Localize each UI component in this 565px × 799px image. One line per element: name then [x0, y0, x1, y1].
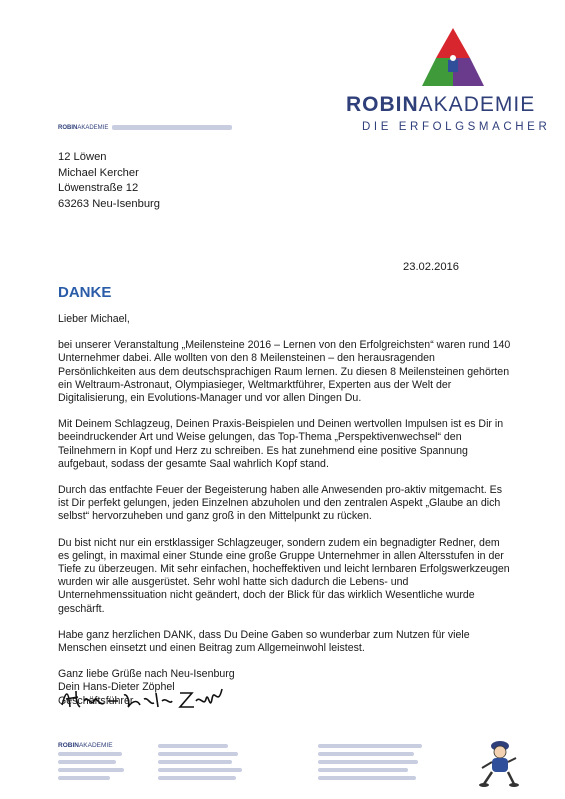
sender-address-redacted [112, 125, 232, 130]
sender-line [58, 125, 232, 131]
closing-1: Ganz liebe Grüße nach Neu-Isenburg [58, 668, 235, 681]
sender-light: AKADEMIE [77, 125, 109, 132]
footer-brand-bold: ROBIN [58, 742, 79, 749]
recipient-line-2: Michael Kercher [58, 166, 139, 179]
paragraph-2: Mit Deinem Schlagzeug, Deinen Praxis-Beispielen und Deinen wertvollen Impulsen ist es Dir in beeindruckender Art und Weise gelungen, das Top-Thema „Perspektivenwechsel“ den Teilnehmern in Kopf und Herz zu schreiben. Es hat zunehmend eine positive Spannung aufgebaut, sodass der gesamte Saal wahrlich Kopf stand. [58, 418, 504, 470]
letter-body [58, 313, 513, 708]
letter-date: 23.02.2016 [403, 261, 459, 273]
salutation: Lieber Michael, [58, 313, 130, 325]
handwritten-signature [58, 677, 228, 717]
paragraph-3: Durch das entfachte Feuer der Begeisterung haben alle Anwesenden pro-aktiv mitgemacht. Es ist Dir perfekt gelungen, jeden Einzelnen abzuholen und den zentralen Aspekt „Glaube an dich selbst“ hervorzuheben und ganz groß in den Mittelpunkt zu rücken. [58, 484, 503, 523]
footer-column-contact-redacted [158, 744, 248, 784]
brand-name-bold: ROBIN [346, 93, 419, 116]
footer-column-address-redacted [58, 752, 128, 784]
robin-akademie-logo-icon [420, 26, 486, 88]
closing-2: Dein Hans-Dieter Zöphel [58, 681, 175, 694]
sender-bold: ROBIN [58, 125, 78, 132]
footer-column-bank-redacted [318, 744, 428, 784]
recipient-line-4: 63263 Neu-Isenburg [58, 197, 161, 210]
brand-tagline: DIE ERFOLGSMACHER [362, 121, 551, 133]
recipient-address [58, 150, 160, 212]
recipient-line-1: 12 Löwen [58, 151, 107, 163]
footer-brand-light: AKADEMIE [78, 742, 113, 749]
paragraph-1: bei unserer Veranstaltung „Meilensteine 2016 – Lernen von den Erfolgreichsten“ waren rund 140 Unternehmer dabei. Alle wollten von den 8 Meilensteinen – den herausragenden Persönlichkeiten aus dem deutschsprachigen Raum lernen. Zu diesen 8 Meilensteinen gehörten ein Weltraum-Astronaut, Olympiasieger, Weltmarktführer, Experten aus der Welt der Digitalisierung, ein Evolutions-Manager und vor allen Dingen Du. [58, 339, 511, 405]
letter-title: DANKE [58, 284, 112, 301]
footer-brand [58, 742, 113, 749]
closing-3: Geschäftsführer [58, 694, 134, 707]
brand-name [346, 93, 535, 117]
robin-mascot-icon [476, 738, 520, 788]
paragraph-5: Habe ganz herzlichen DANK, dass Du Deine Gaben so wunderbar zum Nutzen für viele Menschen einsetzt und einen Beitrag zum Allgemeinwohl leistest. [58, 628, 470, 655]
brand-name-light: AKADEMIE [418, 93, 536, 116]
recipient-line-3: Löwenstraße 12 [58, 182, 139, 194]
paragraph-4: Du bist nicht nur ein erstklassiger Schlagzeuger, sondern zudem ein begnadigter Redner, dem es gelingt, in maximal einer Stunde eine große Gruppe Unternehmer in allen Altersstufen in der Tiefe zu überzeugen. Mit sehr einfachen, hocheffektiven und leicht lernbaren Erfolgswerkzeugen wurden wir alle ausgerüstet. Sehr wohl hatte sich dadurch die Lebens- und Unternehmenssituation nicht geändert, doch der Blick für das wirklich Wesentliche wurde geschärft. [58, 536, 510, 615]
